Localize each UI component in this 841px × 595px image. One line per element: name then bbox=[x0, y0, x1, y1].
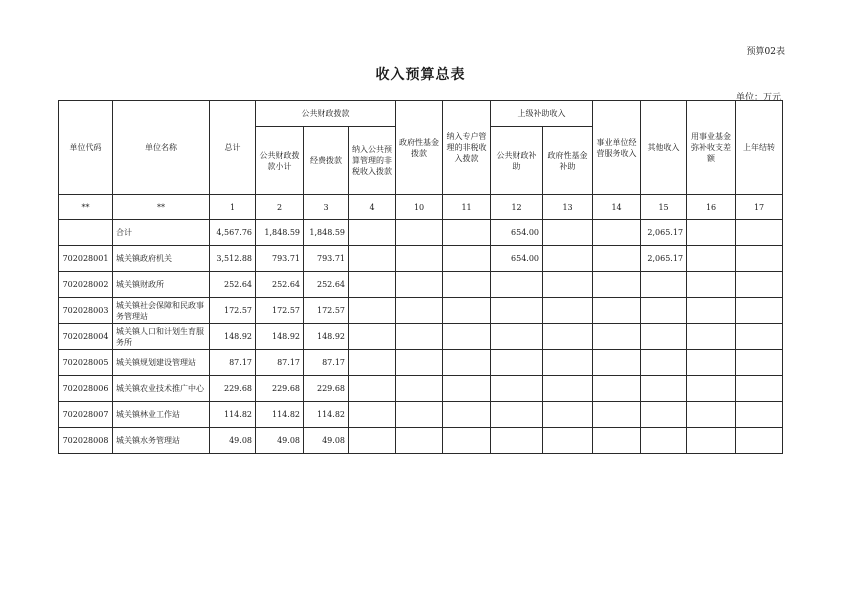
other-income-cell bbox=[641, 272, 687, 298]
unit-code-cell: 702028005 bbox=[59, 350, 113, 376]
pf-subtotal-cell: 1,848.59 bbox=[256, 220, 304, 246]
header-superior-subsidy-group: 上级补助收入 bbox=[491, 101, 593, 127]
unit-code-cell: 702028003 bbox=[59, 298, 113, 324]
table-row bbox=[59, 376, 783, 402]
pf-subtotal-cell: 49.08 bbox=[256, 428, 304, 454]
fund-compensation-cell bbox=[687, 246, 736, 272]
other-income-cell bbox=[641, 298, 687, 324]
special-nontax-cell bbox=[443, 220, 491, 246]
prior-year-carryover-cell bbox=[736, 246, 783, 272]
gov-fund-cell bbox=[396, 246, 443, 272]
header-public-finance-group: 公共财政拨款 bbox=[256, 101, 396, 127]
total-cell: 229.68 bbox=[210, 376, 256, 402]
fund-compensation-cell bbox=[687, 428, 736, 454]
operating-funds-cell: 87.17 bbox=[304, 350, 349, 376]
operating-funds-cell: 49.08 bbox=[304, 428, 349, 454]
header-business-income: 事业单位经营服务收入 bbox=[593, 101, 641, 195]
prior-year-carryover-cell bbox=[736, 220, 783, 246]
total-cell: 252.64 bbox=[210, 272, 256, 298]
header-non-tax-in-budget: 纳入公共预算管理的非税收入拨款 bbox=[349, 127, 396, 195]
unit-name-cell: 城关镇林业工作站 bbox=[113, 402, 210, 428]
other-income-cell bbox=[641, 428, 687, 454]
table-body bbox=[59, 195, 783, 454]
fund-compensation-cell bbox=[687, 350, 736, 376]
unit-name-cell: 城关镇规划建设管理站 bbox=[113, 350, 210, 376]
special-nontax-cell bbox=[443, 298, 491, 324]
superior-public-finance-cell bbox=[491, 272, 543, 298]
special-nontax-cell bbox=[443, 428, 491, 454]
total-cell: 172.57 bbox=[210, 298, 256, 324]
pf-subtotal-cell: 252.64 bbox=[256, 272, 304, 298]
index-cell: 4 bbox=[349, 195, 396, 220]
total-cell: 3,512.88 bbox=[210, 246, 256, 272]
table-row bbox=[59, 402, 783, 428]
unit-code-cell: 702028004 bbox=[59, 324, 113, 350]
gov-fund-cell bbox=[396, 324, 443, 350]
pf-subtotal-cell: 793.71 bbox=[256, 246, 304, 272]
index-cell: 13 bbox=[543, 195, 593, 220]
prior-year-carryover-cell bbox=[736, 272, 783, 298]
unit-code-cell: 702028008 bbox=[59, 428, 113, 454]
superior-gov-fund-cell bbox=[543, 246, 593, 272]
special-nontax-cell bbox=[443, 324, 491, 350]
prior-year-carryover-cell bbox=[736, 402, 783, 428]
non-tax-in-budget-cell bbox=[349, 402, 396, 428]
fund-compensation-cell bbox=[687, 324, 736, 350]
special-nontax-cell bbox=[443, 350, 491, 376]
form-number: 预算02表 bbox=[746, 47, 785, 57]
index-cell: 1 bbox=[210, 195, 256, 220]
unit-name-cell: 城关镇人口和计划生育服务所 bbox=[113, 324, 210, 350]
unit-name-cell: 合计 bbox=[113, 220, 210, 246]
superior-public-finance-cell bbox=[491, 324, 543, 350]
fund-compensation-cell bbox=[687, 298, 736, 324]
column-index-row bbox=[59, 195, 783, 220]
other-income-cell bbox=[641, 402, 687, 428]
index-cell: ** bbox=[59, 195, 113, 220]
superior-public-finance-cell bbox=[491, 402, 543, 428]
fund-compensation-cell bbox=[687, 402, 736, 428]
gov-fund-cell bbox=[396, 376, 443, 402]
prior-year-carryover-cell bbox=[736, 298, 783, 324]
non-tax-in-budget-cell bbox=[349, 324, 396, 350]
other-income-cell bbox=[641, 324, 687, 350]
other-income-cell bbox=[641, 376, 687, 402]
fund-compensation-cell bbox=[687, 220, 736, 246]
superior-gov-fund-cell bbox=[543, 324, 593, 350]
pf-subtotal-cell: 172.57 bbox=[256, 298, 304, 324]
header-unit-code: 单位代码 bbox=[59, 101, 113, 195]
pf-subtotal-cell: 114.82 bbox=[256, 402, 304, 428]
unit-name-cell: 城关镇政府机关 bbox=[113, 246, 210, 272]
other-income-cell: 2,065.17 bbox=[641, 220, 687, 246]
prior-year-carryover-cell bbox=[736, 350, 783, 376]
header-pf-subtotal: 公共财政拨款小计 bbox=[256, 127, 304, 195]
operating-funds-cell: 229.68 bbox=[304, 376, 349, 402]
table-row bbox=[59, 350, 783, 376]
prior-year-carryover-cell bbox=[736, 428, 783, 454]
superior-gov-fund-cell bbox=[543, 428, 593, 454]
business-income-cell bbox=[593, 324, 641, 350]
index-cell: 11 bbox=[443, 195, 491, 220]
unit-code-cell: 702028007 bbox=[59, 402, 113, 428]
non-tax-in-budget-cell bbox=[349, 428, 396, 454]
gov-fund-cell bbox=[396, 402, 443, 428]
superior-gov-fund-cell bbox=[543, 350, 593, 376]
superior-public-finance-cell: 654.00 bbox=[491, 246, 543, 272]
special-nontax-cell bbox=[443, 376, 491, 402]
superior-public-finance-cell bbox=[491, 428, 543, 454]
unit-code-cell: 702028006 bbox=[59, 376, 113, 402]
gov-fund-cell bbox=[396, 220, 443, 246]
table-row bbox=[59, 428, 783, 454]
business-income-cell bbox=[593, 272, 641, 298]
index-cell: 12 bbox=[491, 195, 543, 220]
index-cell: 16 bbox=[687, 195, 736, 220]
header-other-income: 其他收入 bbox=[641, 101, 687, 195]
unit-code-cell: 702028002 bbox=[59, 272, 113, 298]
table-row bbox=[59, 298, 783, 324]
income-budget-table bbox=[58, 100, 783, 454]
business-income-cell bbox=[593, 298, 641, 324]
superior-public-finance-cell bbox=[491, 376, 543, 402]
superior-gov-fund-cell bbox=[543, 402, 593, 428]
pf-subtotal-cell: 87.17 bbox=[256, 350, 304, 376]
table-row bbox=[59, 272, 783, 298]
unit-code-cell bbox=[59, 220, 113, 246]
special-nontax-cell bbox=[443, 246, 491, 272]
business-income-cell bbox=[593, 402, 641, 428]
superior-public-finance-cell bbox=[491, 298, 543, 324]
table-row bbox=[59, 220, 783, 246]
header-special-nontax: 纳入专户管理的非税收入拨款 bbox=[443, 101, 491, 195]
business-income-cell bbox=[593, 350, 641, 376]
header-superior-gov-fund: 政府性基金补助 bbox=[543, 127, 593, 195]
total-cell: 87.17 bbox=[210, 350, 256, 376]
business-income-cell bbox=[593, 376, 641, 402]
index-cell: 14 bbox=[593, 195, 641, 220]
index-cell: ** bbox=[113, 195, 210, 220]
business-income-cell bbox=[593, 246, 641, 272]
unit-name-cell: 城关镇社会保障和民政事务管理站 bbox=[113, 298, 210, 324]
index-cell: 2 bbox=[256, 195, 304, 220]
total-cell: 114.82 bbox=[210, 402, 256, 428]
operating-funds-cell: 114.82 bbox=[304, 402, 349, 428]
gov-fund-cell bbox=[396, 350, 443, 376]
non-tax-in-budget-cell bbox=[349, 220, 396, 246]
total-cell: 148.92 bbox=[210, 324, 256, 350]
non-tax-in-budget-cell bbox=[349, 298, 396, 324]
prior-year-carryover-cell bbox=[736, 324, 783, 350]
superior-public-finance-cell: 654.00 bbox=[491, 220, 543, 246]
business-income-cell bbox=[593, 220, 641, 246]
other-income-cell: 2,065.17 bbox=[641, 246, 687, 272]
operating-funds-cell: 148.92 bbox=[304, 324, 349, 350]
operating-funds-cell: 1,848.59 bbox=[304, 220, 349, 246]
table-row bbox=[59, 324, 783, 350]
superior-public-finance-cell bbox=[491, 350, 543, 376]
unit-code-cell: 702028001 bbox=[59, 246, 113, 272]
pf-subtotal-cell: 148.92 bbox=[256, 324, 304, 350]
fund-compensation-cell bbox=[687, 272, 736, 298]
page-title: 收入预算总表 bbox=[375, 67, 466, 83]
business-income-cell bbox=[593, 428, 641, 454]
gov-fund-cell bbox=[396, 272, 443, 298]
other-income-cell bbox=[641, 350, 687, 376]
special-nontax-cell bbox=[443, 402, 491, 428]
total-cell: 49.08 bbox=[210, 428, 256, 454]
superior-gov-fund-cell bbox=[543, 220, 593, 246]
header-gov-fund: 政府性基金拨款 bbox=[396, 101, 443, 195]
superior-gov-fund-cell bbox=[543, 298, 593, 324]
operating-funds-cell: 172.57 bbox=[304, 298, 349, 324]
special-nontax-cell bbox=[443, 272, 491, 298]
operating-funds-cell: 793.71 bbox=[304, 246, 349, 272]
prior-year-carryover-cell bbox=[736, 376, 783, 402]
header-unit-name: 单位名称 bbox=[113, 101, 210, 195]
pf-subtotal-cell: 229.68 bbox=[256, 376, 304, 402]
unit-name-cell: 城关镇财政所 bbox=[113, 272, 210, 298]
fund-compensation-cell bbox=[687, 376, 736, 402]
header-prior-year-carryover: 上年结转 bbox=[736, 101, 783, 195]
index-cell: 17 bbox=[736, 195, 783, 220]
header-total: 总计 bbox=[210, 101, 256, 195]
gov-fund-cell bbox=[396, 428, 443, 454]
non-tax-in-budget-cell bbox=[349, 376, 396, 402]
unit-name-cell: 城关镇农业技术推广中心 bbox=[113, 376, 210, 402]
superior-gov-fund-cell bbox=[543, 272, 593, 298]
superior-gov-fund-cell bbox=[543, 376, 593, 402]
non-tax-in-budget-cell bbox=[349, 350, 396, 376]
header-superior-public-finance: 公共财政补助 bbox=[491, 127, 543, 195]
table-row bbox=[59, 246, 783, 272]
index-cell: 3 bbox=[304, 195, 349, 220]
non-tax-in-budget-cell bbox=[349, 272, 396, 298]
index-cell: 10 bbox=[396, 195, 443, 220]
index-cell: 15 bbox=[641, 195, 687, 220]
unit-label: 单位：万元 bbox=[735, 93, 781, 103]
non-tax-in-budget-cell bbox=[349, 246, 396, 272]
header-operating-funds: 经费拨款 bbox=[304, 127, 349, 195]
total-cell: 4,567.76 bbox=[210, 220, 256, 246]
operating-funds-cell: 252.64 bbox=[304, 272, 349, 298]
unit-name-cell: 城关镇水务管理站 bbox=[113, 428, 210, 454]
header-fund-compensation: 用事业基金弥补收支差额 bbox=[687, 101, 736, 195]
gov-fund-cell bbox=[396, 298, 443, 324]
